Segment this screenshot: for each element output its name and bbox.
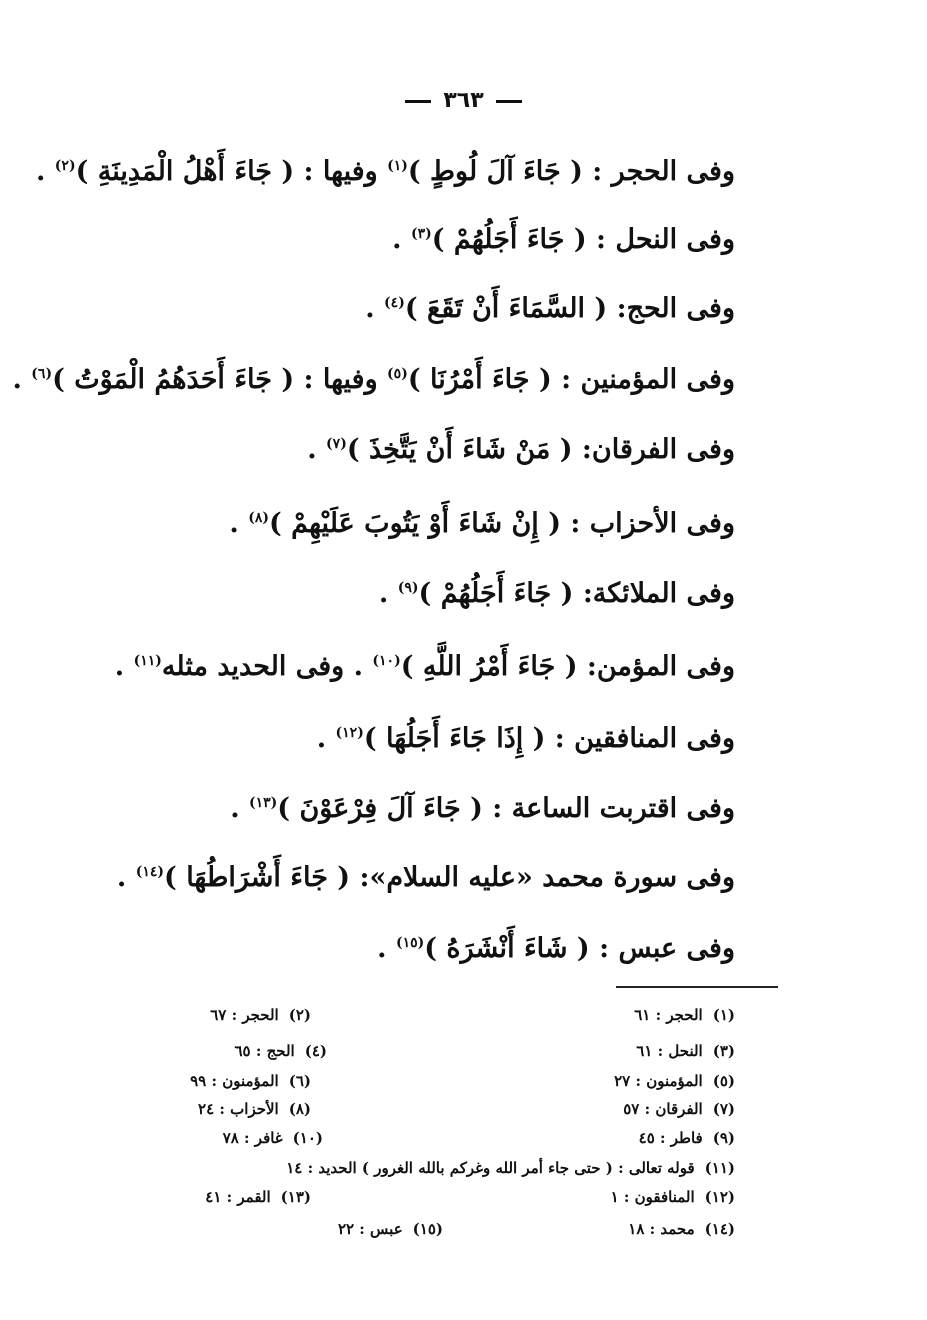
- text-line: وفى سورة محمد «عليه السلام»: ( جَاءَ أَشْرَاطُهَا )$^{(١٤)}$ .: [116, 862, 735, 893]
- footnote-item: (٨)الأحزاب : ٢٤: [198, 1100, 311, 1118]
- footnote-item: (١٣)القمر : ٤١: [205, 1188, 311, 1206]
- page-number: ٣٦٣: [0, 88, 927, 113]
- footnote-item: (١٠)غافر : ٧٨: [222, 1129, 323, 1147]
- footnote-item: (٤)الحج : ٦٥: [234, 1042, 327, 1060]
- footnote-item: (١٥)عبس : ٢٢: [337, 1220, 443, 1238]
- text-line: وفى عبس : ( شَاءَ أَنْشَرَهُ )$^{(١٥)}$ .: [377, 933, 735, 964]
- text-line: وفى اقتربت الساعة : ( جَاءَ آلَ فِرْعَوْنَ )$^{(١٣)}$ .: [230, 793, 735, 824]
- footnote-item: (١)الحجر : ٦١: [634, 1006, 735, 1024]
- page-number-dash-right: [496, 100, 522, 103]
- text-line: وفى الفرقان: ( مَنْ شَاءَ أَنْ يَتَّخِذَ )$^{(٧)}$ .: [307, 434, 735, 465]
- text-line: وفى الأحزاب : ( إِنْ شَاءَ أَوْ يَتُوبَ عَلَيْهِمْ )$^{(٨)}$ .: [229, 508, 735, 539]
- text-line: وفى المنافقين : ( إِذَا جَاءَ أَجَلُهَا )$^{(١٢)}$ .: [316, 723, 735, 754]
- footnote-item: (٦)المؤمنون : ٩٩: [190, 1072, 311, 1090]
- footnote-separator: [616, 986, 778, 988]
- footnote-item: (١٤)محمد : ١٨: [628, 1220, 735, 1238]
- text-line: وفى المؤمن: ( جَاءَ أَمْرُ اللَّهِ )$^{(١٠)}$ . وفى الحديد مثله$^{(١١)}$ .: [114, 651, 735, 682]
- text-line: وفى النحل : ( جَاءَ أَجَلُهُمْ )$^{(٣)}$ .: [392, 224, 735, 255]
- footnote-item: (٢)الحجر : ٦٧: [210, 1006, 311, 1024]
- text-line: وفى الحجر : ( جَاءَ آلَ لُوطٍ )$^{(١)}$ وفيها : ( جَاءَ أَهْلُ الْمَدِينَةِ )$^{(٢)}$ .: [35, 156, 735, 187]
- footnote-item: (٩)فاطر : ٤٥: [638, 1129, 735, 1147]
- footnote-item: (٧)الفرقان : ٥٧: [623, 1100, 735, 1118]
- footnote-item: (٣)النحل : ٦١: [636, 1042, 735, 1060]
- footnote-item: (١٢)المنافقون : ١: [610, 1188, 735, 1206]
- text-line: وفى الملائكة: ( جَاءَ أَجَلُهُمْ )$^{(٩)}$ .: [378, 578, 735, 609]
- footnote-item: (١١)قوله تعالى : ( حتى جاء أمر الله وغركم بالله الغرور ) الحديد : ١٤: [286, 1159, 735, 1177]
- text-line: وفى المؤمنين : ( جَاءَ أَمْرُنَا )$^{(٥)}$ وفيها : ( جَاءَ أَحَدَهُمُ الْمَوْتُ )$^{(٦)}$ .: [12, 364, 735, 395]
- page-number-dash-left: [405, 100, 431, 103]
- footnote-item: (٥)المؤمنون : ٢٧: [614, 1072, 735, 1090]
- text-line: وفى الحج: ( السَّمَاءَ أَنْ تَقَعَ )$^{(٤)}$ .: [365, 293, 735, 324]
